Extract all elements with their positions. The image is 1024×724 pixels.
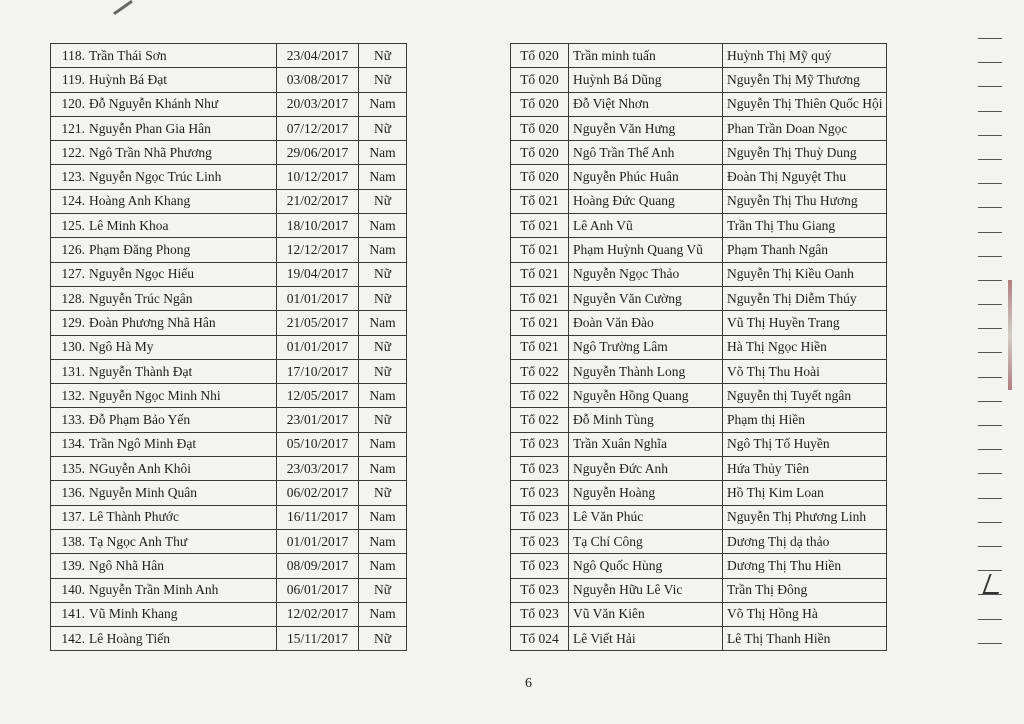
student-name-text: Trần Thái Sơn	[89, 47, 167, 63]
margin-rule-line	[978, 522, 1002, 523]
scan-mark	[113, 0, 133, 15]
row-number: 138.	[61, 533, 85, 549]
father-name: Nguyễn Hữu Lê Vic	[569, 578, 723, 602]
table-row	[51, 238, 407, 262]
student-name	[51, 384, 277, 408]
row-number: 122.	[61, 144, 85, 160]
mother-name: Nguyễn Thị Phương Linh	[723, 505, 887, 529]
father-name: Nguyễn Hoàng	[569, 481, 723, 505]
row-number: 137.	[61, 509, 85, 525]
student-name-text: Nguyễn Trần Minh Anh	[89, 582, 219, 598]
gender: Nam	[359, 92, 407, 116]
mother-name: Nguyễn Thị Mỹ Thương	[723, 68, 887, 92]
student-name-text: Nguyễn Ngọc Hiếu	[89, 266, 194, 282]
student-name	[51, 68, 277, 92]
mother-name: Hứa Thủy Tiên	[723, 457, 887, 481]
table-row	[511, 359, 887, 383]
table-row	[51, 189, 407, 213]
table-row	[511, 68, 887, 92]
table-row	[511, 214, 887, 238]
table-row	[511, 384, 887, 408]
margin-rule-line	[978, 207, 1002, 208]
margin-rule-line	[978, 86, 1002, 87]
margin-rule-line	[978, 401, 1002, 402]
row-number: 123.	[61, 169, 85, 185]
residential-group: Tổ 023	[511, 578, 569, 602]
residential-group: Tổ 023	[511, 432, 569, 456]
date-of-birth: 19/04/2017	[277, 262, 359, 286]
table-row	[51, 359, 407, 383]
row-number: 126.	[61, 242, 85, 258]
student-name	[51, 408, 277, 432]
row-number: 134.	[61, 436, 85, 452]
residential-group: Tổ 021	[511, 335, 569, 359]
row-number: 124.	[61, 193, 85, 209]
student-name-text: Lê Hoàng Tiến	[89, 630, 170, 646]
date-of-birth: 06/01/2017	[277, 578, 359, 602]
residential-group: Tổ 023	[511, 602, 569, 626]
margin-rule-line	[978, 111, 1002, 112]
father-name: Lê Viết Hải	[569, 627, 723, 651]
row-number: 119.	[61, 71, 85, 87]
row-number: 132.	[61, 387, 85, 403]
table-row	[511, 141, 887, 165]
father-name: Nguyễn Hồng Quang	[569, 384, 723, 408]
table-row	[511, 432, 887, 456]
mother-name: Nguyễn Thị Thu Hương	[723, 189, 887, 213]
margin-rule-line	[978, 135, 1002, 136]
gender: Nam	[359, 238, 407, 262]
mother-name: Phạm Thanh Ngân	[723, 238, 887, 262]
gender: Nữ	[359, 481, 407, 505]
table-row	[51, 214, 407, 238]
student-name-text: Nguyễn Ngọc Minh Nhi	[89, 387, 221, 403]
mother-name: Nguyễn thị Tuyết ngân	[723, 384, 887, 408]
gender: Nam	[359, 384, 407, 408]
table-row	[51, 44, 407, 68]
student-name-text: Ngô Trần Nhã Phương	[89, 144, 212, 160]
student-name	[51, 335, 277, 359]
row-number: 121.	[61, 120, 85, 136]
row-number: 120.	[61, 96, 85, 112]
row-number: 136.	[61, 484, 85, 500]
student-name-text: Đỗ Phạm Bảo Yến	[89, 412, 191, 428]
date-of-birth: 23/01/2017	[277, 408, 359, 432]
father-name: Phạm Huỳnh Quang Vũ	[569, 238, 723, 262]
gender: Nữ	[359, 335, 407, 359]
row-number: 128.	[61, 290, 85, 306]
mother-name: Hồ Thị Kim Loan	[723, 481, 887, 505]
student-name-text: Nguyễn Thành Đạt	[89, 363, 193, 379]
mother-name: Vũ Thị Huyền Trang	[723, 311, 887, 335]
residential-group: Tổ 020	[511, 44, 569, 68]
table-row	[51, 165, 407, 189]
student-name	[51, 432, 277, 456]
father-name: Trần minh tuấn	[569, 44, 723, 68]
table-row	[511, 189, 887, 213]
margin-rule-line	[978, 280, 1002, 281]
student-name	[51, 578, 277, 602]
gender: Nam	[359, 165, 407, 189]
student-name	[51, 286, 277, 310]
residential-group: Tổ 023	[511, 481, 569, 505]
father-name: Ngô Quốc Hùng	[569, 554, 723, 578]
student-name-text: Hoàng Anh Khang	[89, 193, 191, 209]
mother-name: Đoàn Thị Nguyệt Thu	[723, 165, 887, 189]
gender: Nữ	[359, 359, 407, 383]
gender: Nữ	[359, 408, 407, 432]
residential-group: Tổ 020	[511, 92, 569, 116]
row-number: 131.	[61, 363, 85, 379]
residential-group: Tổ 021	[511, 238, 569, 262]
mother-name: Nguyễn Thị Kiều Oanh	[723, 262, 887, 286]
student-name	[51, 554, 277, 578]
student-name-text: Tạ Ngọc Anh Thư	[89, 533, 188, 549]
father-name: Huỳnh Bá Dũng	[569, 68, 723, 92]
table-row	[511, 335, 887, 359]
table-row	[51, 335, 407, 359]
margin-rule-line	[978, 159, 1002, 160]
mother-name: Võ Thị Hồng Hà	[723, 602, 887, 626]
table-row	[51, 141, 407, 165]
mother-name: Dương Thị dạ thảo	[723, 529, 887, 553]
date-of-birth: 12/02/2017	[277, 602, 359, 626]
student-name-text: Nguyễn Phan Gia Hân	[89, 120, 211, 136]
table-row	[511, 602, 887, 626]
mother-name: Hà Thị Ngọc Hiền	[723, 335, 887, 359]
table-row	[51, 578, 407, 602]
gender: Nam	[359, 141, 407, 165]
residential-group: Tổ 021	[511, 286, 569, 310]
father-name: Ngô Trường Lâm	[569, 335, 723, 359]
student-name-text: Nguyễn Trúc Ngân	[89, 290, 193, 306]
date-of-birth: 01/01/2017	[277, 286, 359, 310]
residential-group: Tổ 020	[511, 165, 569, 189]
residential-group: Tổ 023	[511, 554, 569, 578]
mother-name: Ngô Thị Tố Huyền	[723, 432, 887, 456]
student-name-text: Đoàn Phương Nhã Hân	[89, 314, 216, 330]
mother-name: Huỳnh Thị Mỹ quý	[723, 44, 887, 68]
mother-name: Nguyễn Thị Thuỳ Dung	[723, 141, 887, 165]
table-row	[511, 505, 887, 529]
residential-group: Tổ 020	[511, 116, 569, 140]
table-row	[51, 505, 407, 529]
father-name: Ngô Trần Thế Anh	[569, 141, 723, 165]
student-name-text: Huỳnh Bá Đạt	[89, 71, 167, 87]
student-name	[51, 214, 277, 238]
mother-name: Nguyễn Thị Thiên Quốc Hội	[723, 92, 887, 116]
father-name: Nguyễn Thành Long	[569, 359, 723, 383]
student-name	[51, 505, 277, 529]
row-number: 135.	[61, 460, 85, 476]
table-row	[511, 457, 887, 481]
mother-name: Phan Trần Doan Ngọc	[723, 116, 887, 140]
row-number: 140.	[61, 582, 85, 598]
table-row	[51, 554, 407, 578]
gender: Nữ	[359, 116, 407, 140]
father-name: Nguyễn Văn Cường	[569, 286, 723, 310]
father-name: Đoàn Văn Đào	[569, 311, 723, 335]
student-name	[51, 165, 277, 189]
margin-rule-line	[978, 425, 1002, 426]
table-row	[51, 311, 407, 335]
table-row	[51, 286, 407, 310]
father-name: Lê Anh Vũ	[569, 214, 723, 238]
table-row	[51, 602, 407, 626]
date-of-birth: 17/10/2017	[277, 359, 359, 383]
mother-name: Võ Thị Thu Hoài	[723, 359, 887, 383]
table-row	[511, 262, 887, 286]
father-name: Đỗ Minh Tùng	[569, 408, 723, 432]
margin-rule-line	[978, 570, 1002, 571]
row-number: 142.	[61, 630, 85, 646]
student-name	[51, 481, 277, 505]
gender: Nam	[359, 457, 407, 481]
margin-rule-line	[978, 62, 1002, 63]
father-name: Nguyễn Văn Hưng	[569, 116, 723, 140]
row-number: 141.	[61, 606, 85, 622]
date-of-birth: 01/01/2017	[277, 335, 359, 359]
date-of-birth: 08/09/2017	[277, 554, 359, 578]
father-name: Vũ Văn Kiên	[569, 602, 723, 626]
parent-table-right	[510, 43, 887, 651]
margin-rule-line	[978, 619, 1002, 620]
row-number: 130.	[61, 339, 85, 355]
student-name	[51, 116, 277, 140]
table-row	[51, 457, 407, 481]
margin-rule-line	[978, 232, 1002, 233]
gender: Nữ	[359, 286, 407, 310]
gender: Nam	[359, 602, 407, 626]
student-name-text: Ngô Hà My	[89, 339, 154, 355]
table-row	[51, 92, 407, 116]
student-name	[51, 92, 277, 116]
margin-rule-line	[978, 546, 1002, 547]
gender: Nữ	[359, 68, 407, 92]
table-row	[511, 165, 887, 189]
date-of-birth: 16/11/2017	[277, 505, 359, 529]
mother-name: Trần Thị Đông	[723, 578, 887, 602]
residential-group: Tổ 020	[511, 68, 569, 92]
table-row	[51, 627, 407, 651]
student-name	[51, 627, 277, 651]
mother-name: Lê Thị Thanh Hiền	[723, 627, 887, 651]
student-name	[51, 602, 277, 626]
table-row	[511, 408, 887, 432]
date-of-birth: 23/04/2017	[277, 44, 359, 68]
date-of-birth: 29/06/2017	[277, 141, 359, 165]
row-number: 133.	[61, 412, 85, 428]
gender: Nam	[359, 529, 407, 553]
gender: Nữ	[359, 627, 407, 651]
gender: Nữ	[359, 189, 407, 213]
table-row	[511, 92, 887, 116]
gender: Nữ	[359, 262, 407, 286]
student-name	[51, 262, 277, 286]
student-name	[51, 44, 277, 68]
margin-rule-line	[978, 183, 1002, 184]
student-name-text: Trần Ngô Minh Đạt	[89, 436, 197, 452]
residential-group: Tổ 022	[511, 408, 569, 432]
student-name-text: Phạm Đăng Phong	[89, 242, 191, 258]
table-row	[51, 481, 407, 505]
margin-rule-line	[978, 449, 1002, 450]
date-of-birth: 15/11/2017	[277, 627, 359, 651]
student-name-text: Ngô Nhã Hân	[89, 557, 164, 573]
student-name	[51, 141, 277, 165]
residential-group: Tổ 021	[511, 311, 569, 335]
date-of-birth: 20/03/2017	[277, 92, 359, 116]
margin-rule-lines	[978, 38, 1008, 667]
row-number: 118.	[61, 47, 85, 63]
date-of-birth: 01/01/2017	[277, 529, 359, 553]
residential-group: Tổ 020	[511, 141, 569, 165]
residential-group: Tổ 023	[511, 457, 569, 481]
table-row	[511, 627, 887, 651]
gender: Nam	[359, 214, 407, 238]
father-name: Tạ Chí Công	[569, 529, 723, 553]
margin-rule-line	[978, 498, 1002, 499]
gender: Nữ	[359, 578, 407, 602]
margin-rule-line	[978, 594, 1002, 595]
mother-name: Trần Thị Thu Giang	[723, 214, 887, 238]
margin-rule-line	[978, 328, 1002, 329]
page-number: 6	[525, 676, 532, 691]
table-row	[511, 286, 887, 310]
student-name	[51, 529, 277, 553]
student-name	[51, 311, 277, 335]
gender: Nam	[359, 554, 407, 578]
date-of-birth: 12/05/2017	[277, 384, 359, 408]
row-number: 127.	[61, 266, 85, 282]
date-of-birth: 06/02/2017	[277, 481, 359, 505]
table-row	[511, 116, 887, 140]
row-number: 129.	[61, 314, 85, 330]
father-name: Đỗ Việt Nhơn	[569, 92, 723, 116]
table-row	[51, 432, 407, 456]
student-name-text: Nguyễn Minh Quân	[89, 484, 197, 500]
residential-group: Tổ 022	[511, 384, 569, 408]
table-row	[511, 554, 887, 578]
father-name: Nguyễn Ngọc Thảo	[569, 262, 723, 286]
margin-rule-line	[978, 352, 1002, 353]
mother-name: Dương Thị Thu Hiền	[723, 554, 887, 578]
table-row	[511, 44, 887, 68]
margin-rule-line	[978, 643, 1002, 644]
father-name: Hoàng Đức Quang	[569, 189, 723, 213]
residential-group: Tổ 021	[511, 262, 569, 286]
student-name-text: Đỗ Nguyễn Khánh Như	[89, 96, 219, 112]
residential-group: Tổ 022	[511, 359, 569, 383]
student-name-text: Lê Minh Khoa	[89, 217, 169, 233]
student-table-left-body	[51, 44, 407, 651]
parent-table-right-body	[511, 44, 887, 651]
father-name: Nguyễn Đức Anh	[569, 457, 723, 481]
student-name-text: Lê Thành Phước	[89, 509, 179, 525]
gender: Nam	[359, 311, 407, 335]
margin-rule-line	[978, 377, 1002, 378]
date-of-birth: 05/10/2017	[277, 432, 359, 456]
table-row	[511, 311, 887, 335]
father-name: Nguyễn Phúc Huân	[569, 165, 723, 189]
student-name	[51, 457, 277, 481]
father-name: Lê Văn Phúc	[569, 505, 723, 529]
date-of-birth: 07/12/2017	[277, 116, 359, 140]
table-row	[511, 578, 887, 602]
gender: Nam	[359, 505, 407, 529]
margin-rule-line	[978, 256, 1002, 257]
date-of-birth: 23/03/2017	[277, 457, 359, 481]
date-of-birth: 03/08/2017	[277, 68, 359, 92]
row-number: 125.	[61, 217, 85, 233]
date-of-birth: 10/12/2017	[277, 165, 359, 189]
student-name	[51, 238, 277, 262]
table-row	[51, 68, 407, 92]
residential-group: Tổ 024	[511, 627, 569, 651]
table-row	[51, 529, 407, 553]
margin-rule-line	[978, 38, 1002, 39]
student-name-text: Vũ Minh Khang	[89, 606, 178, 622]
table-row	[511, 238, 887, 262]
mother-name: Nguyễn Thị Diễm Thúy	[723, 286, 887, 310]
student-table-left	[50, 43, 407, 651]
date-of-birth: 21/02/2017	[277, 189, 359, 213]
date-of-birth: 18/10/2017	[277, 214, 359, 238]
margin-stamp-smudge	[1008, 280, 1012, 390]
residential-group: Tổ 023	[511, 505, 569, 529]
residential-group: Tổ 021	[511, 214, 569, 238]
date-of-birth: 21/05/2017	[277, 311, 359, 335]
margin-rule-line	[978, 473, 1002, 474]
residential-group: Tổ 023	[511, 529, 569, 553]
row-number: 139.	[61, 557, 85, 573]
gender: Nữ	[359, 44, 407, 68]
margin-rule-line	[978, 304, 1002, 305]
student-name-text: Nguyễn Ngọc Trúc Linh	[89, 169, 222, 185]
date-of-birth: 12/12/2017	[277, 238, 359, 262]
student-name	[51, 359, 277, 383]
student-name	[51, 189, 277, 213]
residential-group: Tổ 021	[511, 189, 569, 213]
gender: Nam	[359, 432, 407, 456]
table-row	[51, 408, 407, 432]
student-name-text: NGuyễn Anh Khôi	[89, 460, 191, 476]
table-row	[51, 262, 407, 286]
table-row	[511, 481, 887, 505]
father-name: Trần Xuân Nghĩa	[569, 432, 723, 456]
mother-name: Phạm thị Hiền	[723, 408, 887, 432]
table-row	[511, 529, 887, 553]
table-row	[51, 384, 407, 408]
table-row	[51, 116, 407, 140]
